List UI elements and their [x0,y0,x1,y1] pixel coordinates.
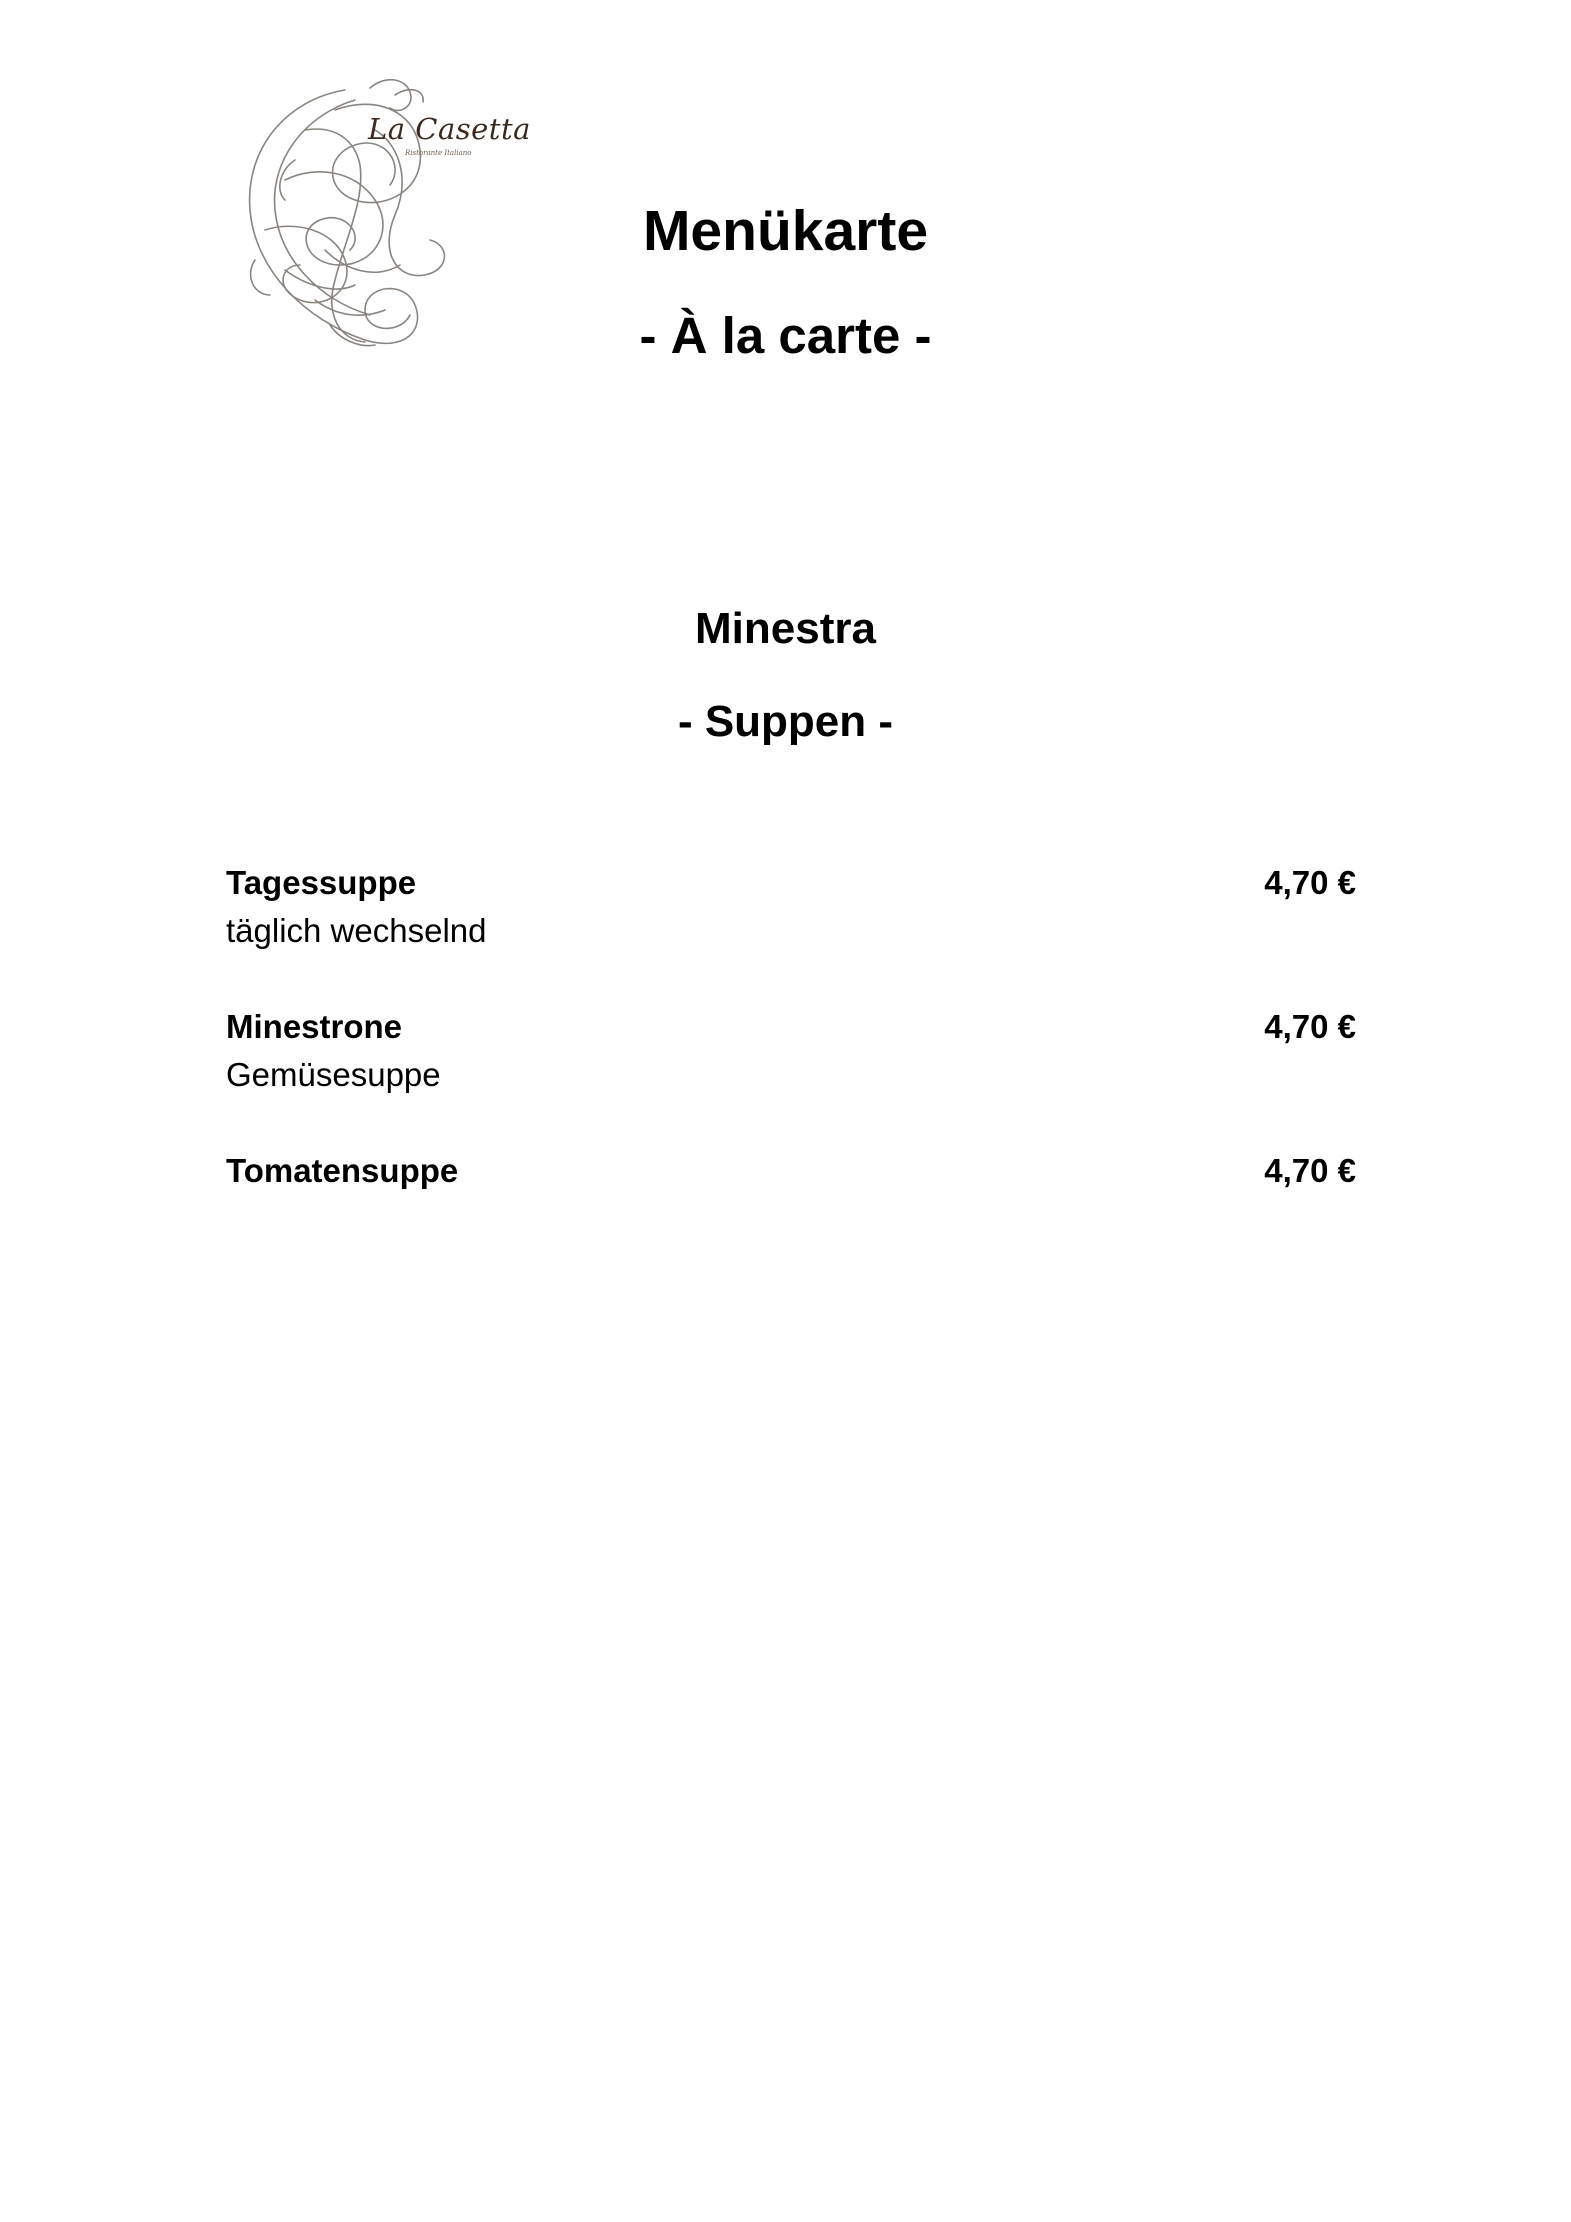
menu-subtitle: - À la carte - [639,307,932,364]
item-price: 4,70 € [1264,1008,1356,1045]
section-subtitle: - Suppen - [677,697,894,746]
section-title: Minestra [695,604,876,653]
menu-item-row [226,859,1356,907]
menu-item-row [226,1003,1356,1051]
menu-title: Menükarte [642,199,929,263]
menu-item [226,859,1356,955]
item-price: 4,70 € [1264,864,1356,901]
item-name: Tagessuppe [226,864,417,901]
menu-item [226,1003,1356,1099]
item-name: Tomatensuppe [226,1152,459,1189]
item-name: Minestrone [226,1008,403,1045]
logo-name: La Casetta [368,112,531,146]
item-price: 4,70 € [1264,1152,1356,1189]
menu-item-row [226,1147,1356,1195]
menu-item-list [226,859,1356,1243]
item-description: Gemüsesuppe [226,1056,441,1093]
menu-item [226,1147,1356,1195]
logo-subtitle: Ristorante Italiano [405,149,472,157]
item-description: täglich wechselnd [226,912,487,949]
